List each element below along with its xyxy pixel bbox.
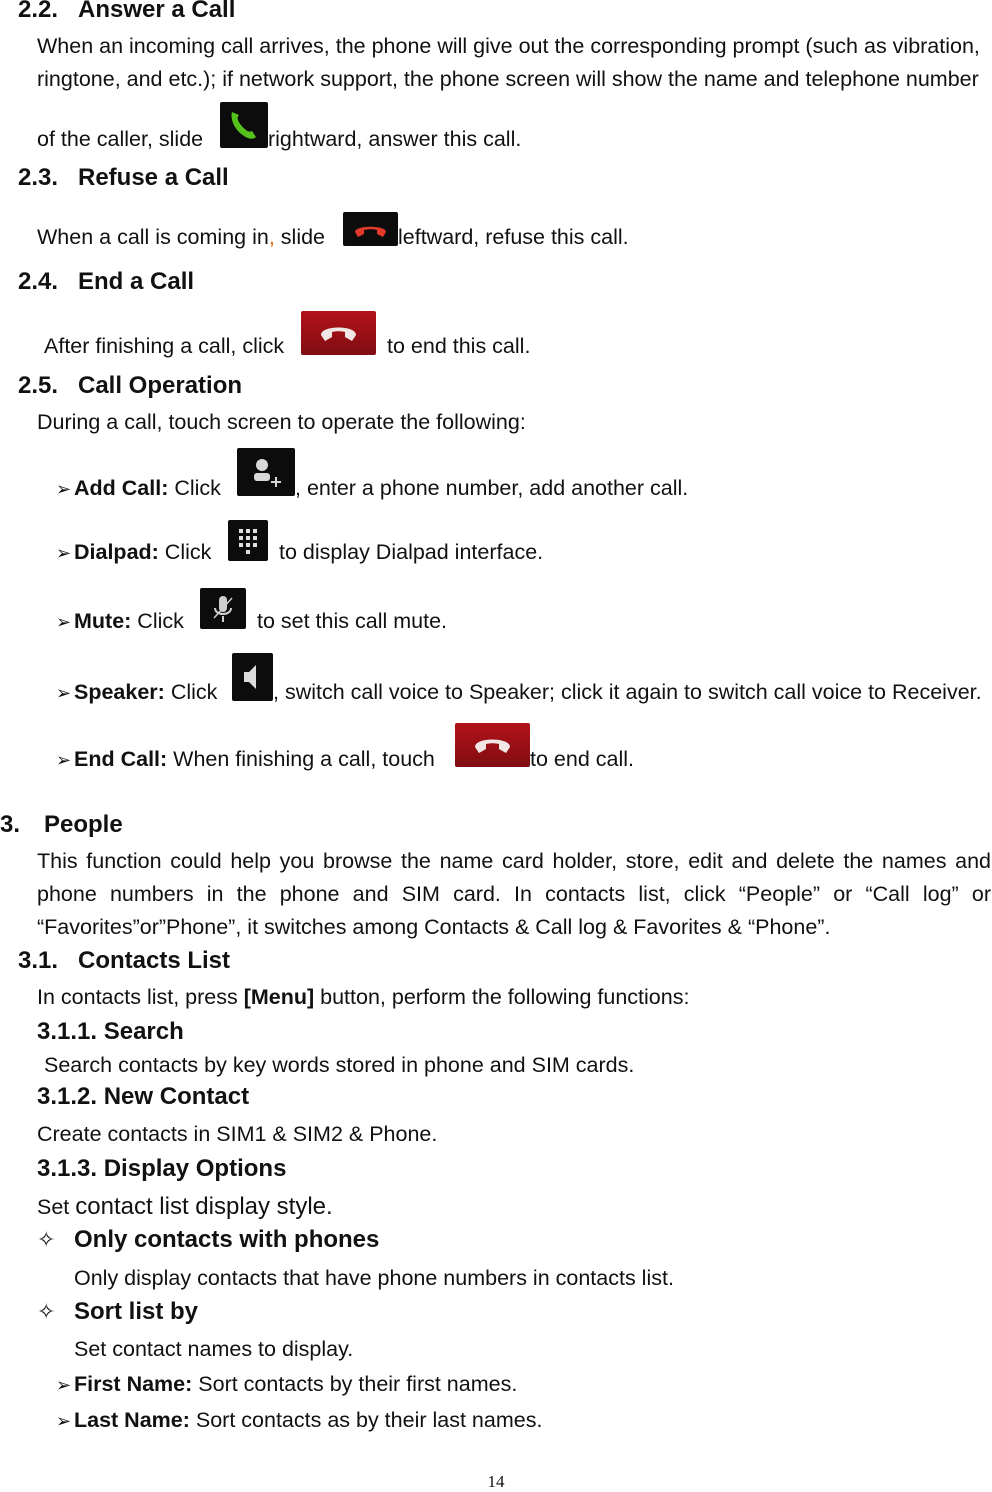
arrow-bullet-icon: ➢ [56,612,72,632]
microphone-icon [200,588,246,629]
end-call-icon [301,311,376,355]
refuse-line-end: leftward, refuse this call. [398,225,629,249]
dialpad-post: to display Dialpad interface. [279,540,544,564]
heading-2-2: 2.2. Answer a Call [18,0,236,23]
list-item-add-call: ➢ Add Call: Click [56,472,221,506]
search-text: Search contacts by key words stored in phone and SIM cards. [44,1053,635,1077]
call-operation-intro: During a call, touch screen to operate the following: [37,410,526,434]
speaker-post: , switch call voice to Speaker; click it again to switch call voice to Receiver. [273,680,982,704]
end-line-b: to end this call. [387,334,531,358]
speaker-icon [232,653,273,701]
option-only-contacts: ✧ Only contacts with phones [37,1226,380,1253]
add-contact-icon [237,448,295,496]
end-call-icon [455,723,530,767]
heading-3-1-1: 3.1.1. Search [37,1018,184,1045]
new-contact-text: Create contacts in SIM1 & SIM2 & Phone. [37,1122,438,1146]
end-call-post: to end call. [530,747,634,771]
refuse-line: When a call is coming in, slide [37,225,326,249]
answer-line-1: When an incoming call arrives, the phone will give out the corresponding prompt (such as vibration, [37,34,980,58]
diamond-bullet-icon: ✧ [37,1227,56,1252]
option-only-contacts-text: Only display contacts that have phone numbers in contacts list. [74,1266,674,1290]
add-call-post: , enter a phone number, add another call. [295,476,689,500]
heading-2-3: 2.3. Refuse a Call [18,164,229,191]
option-sort-list-text: Set contact names to display. [74,1337,354,1361]
mute-post: to set this call mute. [257,609,447,633]
contacts-list-intro: In contacts list, press [Menu] button, perform the following functions: [37,985,690,1009]
list-item-dialpad: ➢ Dialpad: Click [56,536,211,570]
answer-line-2: ringtone, and etc.); if network support, the phone screen will show the name and telephone number [37,67,979,91]
diamond-bullet-icon: ✧ [37,1299,56,1324]
end-line-a: After finishing a call, click [44,334,285,358]
arrow-bullet-icon: ➢ [56,543,72,563]
arrow-bullet-icon: ➢ [56,479,72,499]
list-item-last-name: ➢ Last Name: Sort contacts as by their last names. [56,1404,542,1438]
arrow-bullet-icon: ➢ [56,1375,72,1395]
display-options-text: Set contact list display style. [37,1193,333,1220]
page-number: 14 [487,1472,505,1491]
people-paragraph: This function could help you browse the name card holder, store, edit and delete the names and phone numbers in the phone and SIM card. In contacts list, click “People” or “Call log” or “Favorites”or”Phone”, it switches among Contacts & Call log & Favorites & “Phone”. [37,849,991,939]
phone-answer-icon [220,102,268,148]
heading-3-1-3: 3.1.3. Display Options [37,1155,287,1182]
option-sort-list-by: ✧ Sort list by [37,1298,199,1325]
heading-2-5: 2.5. Call Operation [18,372,243,399]
arrow-bullet-icon: ➢ [56,750,72,770]
arrow-bullet-icon: ➢ [56,1411,72,1431]
answer-line-3b: rightward, answer this call. [268,127,522,151]
answer-line-3a: of the caller, slide [37,127,204,151]
phone-refuse-icon [343,212,398,246]
list-item-end-call: ➢ End Call: When finishing a call, touch [56,743,435,777]
heading-3-1-2: 3.1.2. New Contact [37,1083,250,1110]
list-item-mute: ➢ Mute: Click [56,605,184,639]
heading-3: 3. People [0,811,123,838]
arrow-bullet-icon: ➢ [56,683,72,703]
list-item-speaker: ➢ Speaker: Click [56,676,217,710]
heading-2-4: 2.4. End a Call [18,268,195,295]
dialpad-icon [228,520,268,561]
list-item-first-name: ➢ First Name: Sort contacts by their first names. [56,1368,517,1402]
heading-3-1: 3.1. Contacts List [18,947,231,974]
